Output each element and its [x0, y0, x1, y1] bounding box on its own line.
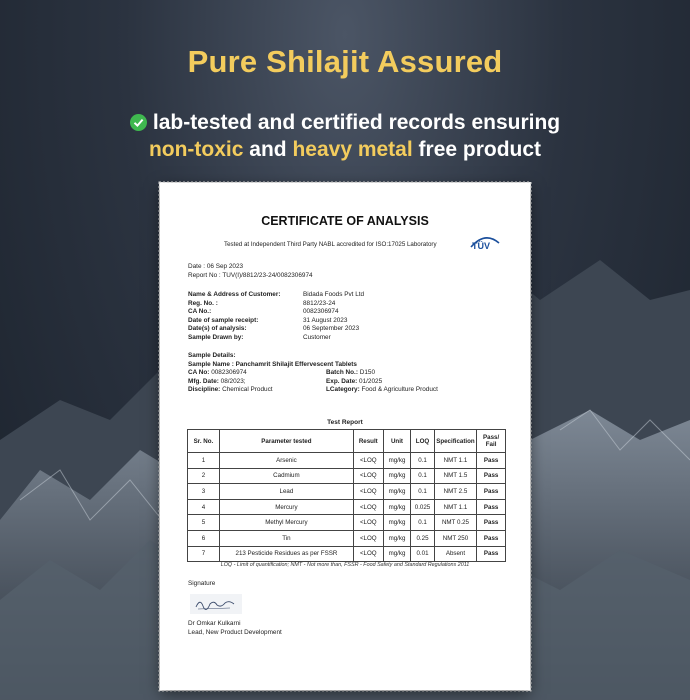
mfg-date: Mfg. Date: 08/2023; [188, 377, 246, 385]
customer-label-1: Reg. No. : [188, 299, 218, 307]
table-row: 4 Mercury <LOQ mg/kg 0.025 NMT 1.1 Pass [188, 499, 506, 515]
signature-label: Signature [188, 580, 216, 587]
batch-no: Batch No.: D150 [326, 369, 376, 376]
subheading-joiner: and [243, 138, 293, 161]
discipline: Discipline: Chemical Product [188, 386, 273, 393]
subheading-line-1 [0, 111, 690, 135]
customer-value-2: 0082306974 [303, 308, 339, 315]
tuv-logo [469, 233, 501, 255]
headline: Pure Shilajit Assured [187, 44, 503, 79]
customer-value-1: 8812/23-24 [303, 299, 336, 307]
customer-value-5: Customer [303, 333, 331, 341]
table-row: 6 Tin <LOQ mg/kg 0.25 NMT 250 Pass [188, 530, 506, 546]
exp-date: Exp. Date: 01/2025 [326, 377, 383, 385]
ca-no: CA No: 0082306974 [188, 369, 247, 376]
signatory-name: Dr Omkar Kulkarni [188, 620, 241, 627]
table-header-row [188, 430, 506, 453]
header-specification: Specification [434, 430, 477, 453]
customer-value-4: 06 September 2023 [303, 325, 360, 332]
check-circle-icon [130, 114, 147, 131]
customer-label-3: Date of sample receipt: [188, 316, 259, 324]
header-unit: Unit [383, 430, 411, 453]
header-result: Result [353, 430, 383, 453]
table-row: 7 213 Pesticide Residues as per FSSR <LOQ mg/kg 0.01 Absent Pass [188, 546, 506, 562]
date-line: Date : 06 Sep 2023 [188, 263, 244, 270]
certificate-of-analysis [160, 183, 530, 690]
table-row: 2 Cadmium <LOQ mg/kg 0.1 NMT 1.5 Pass [188, 468, 506, 484]
customer-label-5: Sample Drawn by: [188, 333, 244, 341]
test-report-table [187, 429, 506, 562]
header-sr-no: Sr. No. [188, 430, 220, 453]
customer-label-4: Date(s) of analysis: [188, 325, 247, 332]
customer-value-3: 31 August 2023 [303, 316, 348, 324]
sample-details-heading: Sample Details: [188, 352, 236, 359]
customer-label-2: CA No.: [188, 308, 212, 315]
report-number: Report No : TUV(I)/8812/23-24/0082306974 [188, 272, 313, 279]
signature-image [190, 594, 242, 614]
test-report-heading: Test Report [327, 419, 363, 426]
table-row: 5 Methyl Mercury <LOQ mg/kg 0.1 NMT 0.25 Pass [188, 515, 506, 531]
footnote: LOQ - Limit of quantification; NMT - Not more than, FSSR - Food Safety and Standard Regulations 2011 [220, 562, 470, 568]
tested-line: Tested at Independent Third Party NABL accredited for ISO:17025 Laboratory [224, 241, 437, 248]
customer-value-0: Bidada Foods Pvt Ltd [303, 291, 365, 298]
header-pass-fail: Pass/ Fail [477, 430, 506, 453]
highlight-heavy-metal: heavy metal [292, 138, 413, 161]
header-loq: LOQ [411, 430, 434, 453]
signatory-title: Lead, New Product Development [188, 628, 282, 636]
subheading-tail: free product [412, 138, 542, 161]
table-row: 1 Arsenic <LOQ mg/kg 0.1 NMT 1.1 Pass [188, 453, 506, 469]
tuv-logo-text: TÜV [472, 241, 490, 251]
customer-label-0: Name & Address of Customer: [188, 291, 281, 298]
highlight-non-toxic: non-toxic [148, 138, 244, 161]
category: LCategory: Food & Agriculture Product [326, 386, 438, 393]
header-parameter: Parameter tested [219, 430, 353, 453]
subheading-text: lab-tested and certified records ensuring [152, 111, 561, 134]
subheading-line-2 [0, 138, 690, 162]
sample-name: Sample Name : Panchamrit Shilajit Effervescent Tablets [188, 360, 357, 368]
certificate-title: CERTIFICATE OF ANALYSIS [261, 214, 429, 228]
table-row: 3 Lead <LOQ mg/kg 0.1 NMT 2.5 Pass [188, 484, 506, 500]
